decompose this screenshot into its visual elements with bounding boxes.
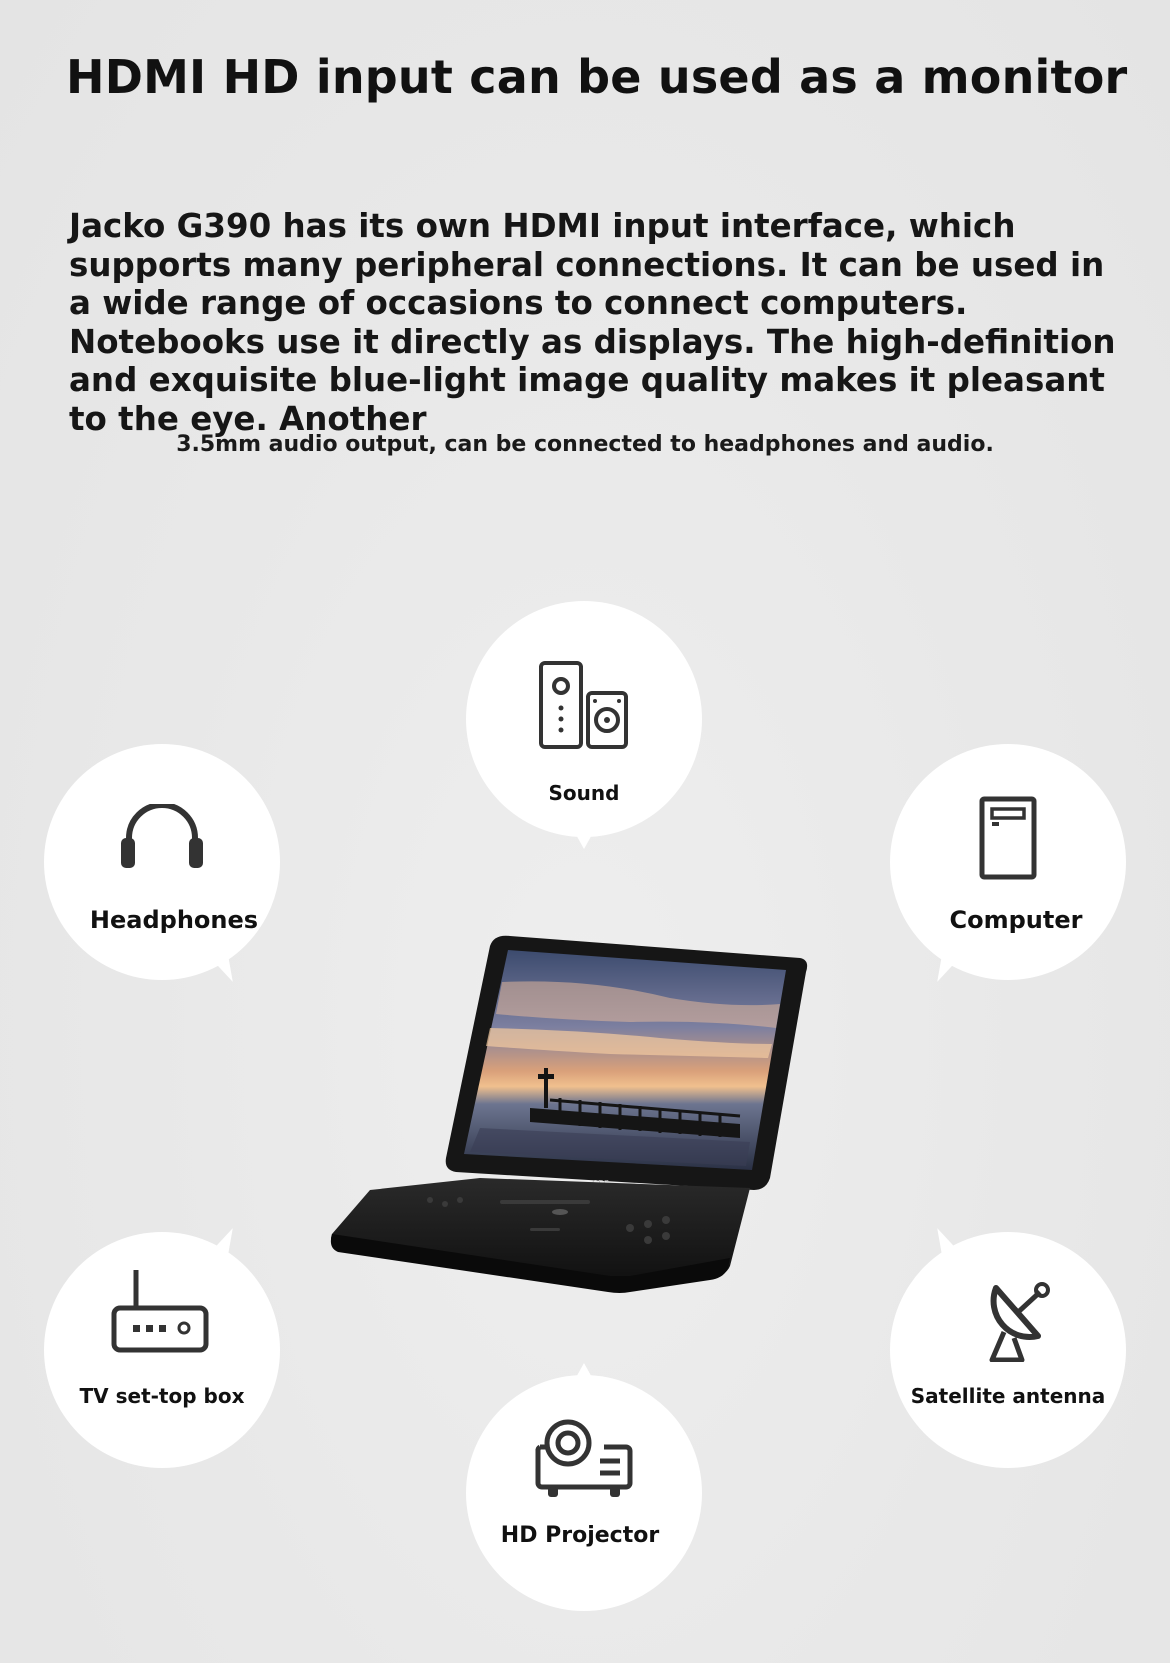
connection-label-sound: Sound [548, 781, 620, 805]
product-description: Jacko G390 has its own HDMI input interface, which supports many peripheral connections. It can be used in a wide range of occasions to connect computers. Notebooks use it directly as displays. The high-definition and exquisite blue-light image quality makes it pleasant to the eye. Another [69, 207, 1116, 438]
connection-label-computer: Computer [949, 906, 1083, 934]
headphones-icon [119, 804, 205, 870]
connection-bubble-computer [890, 744, 1126, 980]
connection-label-satellite-antenna: Satellite antenna [910, 1384, 1106, 1408]
connection-label-hd-projector: HD Projector [500, 1523, 660, 1548]
audio-output-note: 3.5mm audio output, can be connected to headphones and audio. [176, 432, 994, 457]
router-box-icon [111, 1268, 209, 1354]
satellite-dish-icon [982, 1278, 1054, 1362]
connection-label-tv-set-top-box: TV set-top box [79, 1384, 245, 1408]
computer-tower-icon [979, 796, 1037, 880]
connection-bubble-sound [466, 601, 702, 837]
connection-bubble-hd-projector [466, 1375, 702, 1611]
connection-bubble-satellite-antenna [890, 1232, 1126, 1468]
connection-bubble-headphones [44, 744, 280, 980]
connection-label-headphones: Headphones [89, 906, 259, 934]
speaker-icon [538, 661, 630, 751]
portable-dvd-player-image [330, 928, 810, 1298]
connection-bubble-tv-set-top-box [44, 1232, 280, 1468]
projector-icon [534, 1417, 634, 1499]
page-heading: HDMI HD input can be used as a monitor [66, 50, 1128, 104]
